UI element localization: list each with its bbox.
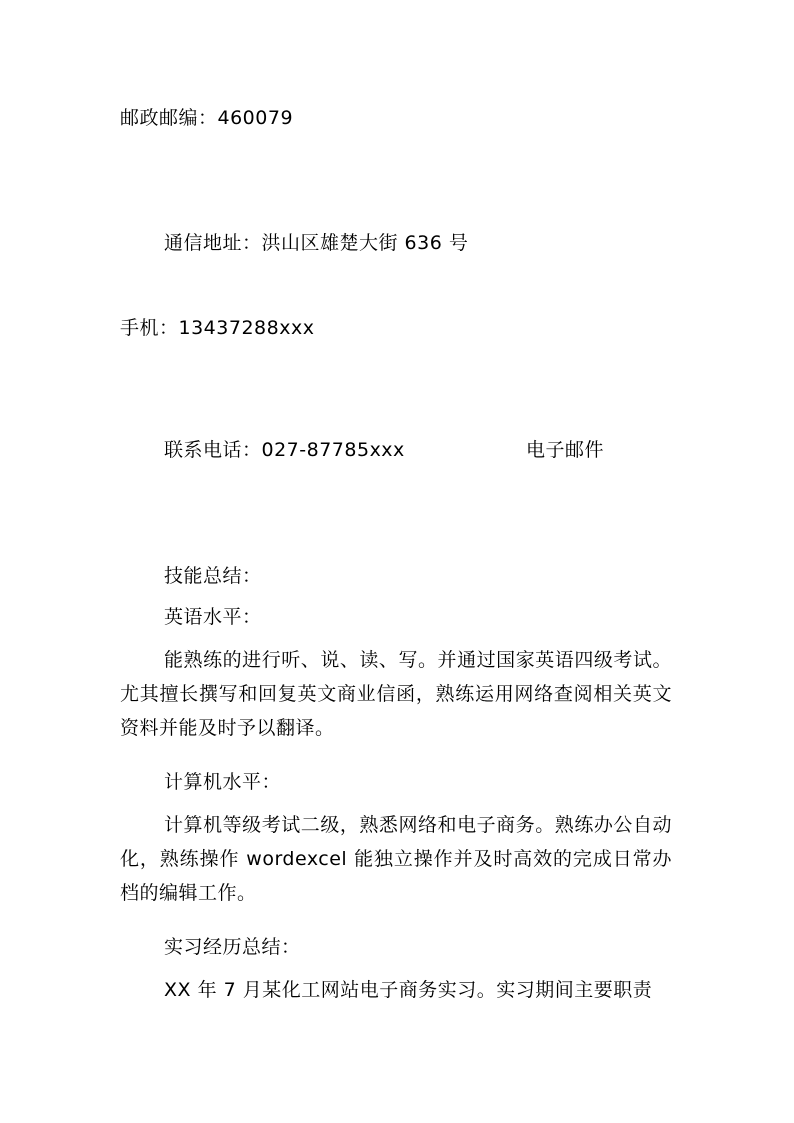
address-line: 通信地址：洪山区雄楚大街 636 号	[164, 232, 469, 254]
email-label: 电子邮件	[526, 439, 605, 461]
internship-paragraph: XX 年 7 月某化工网站电子商务实习。实习期间主要职责	[164, 979, 653, 1001]
mobile-line: 手机：13437288xxx	[120, 317, 315, 339]
internship-heading: 实习经历总结：	[164, 936, 301, 958]
phone-line: 联系电话：027-87785xxx	[164, 439, 405, 461]
computer-paragraph: 计算机等级考试二级，熟悉网络和电子商务。熟练办公自动化，熟练操作 wordexcel 能独立操作并及时高效的完成日常办档的编辑工作。	[120, 814, 672, 904]
skills-heading: 技能总结：	[164, 565, 262, 587]
english-heading: 英语水平：	[164, 606, 262, 628]
computer-heading: 计算机水平：	[164, 771, 282, 793]
postal-code-line: 邮政邮编：460079	[120, 107, 294, 129]
english-paragraph: 能熟练的进行听、说、读、写。并通过国家英语四级考试。尤其擅长撰写和回复英文商业信函，熟练运用网络查阅相关英文资料并能及时予以翻译。	[120, 649, 672, 739]
